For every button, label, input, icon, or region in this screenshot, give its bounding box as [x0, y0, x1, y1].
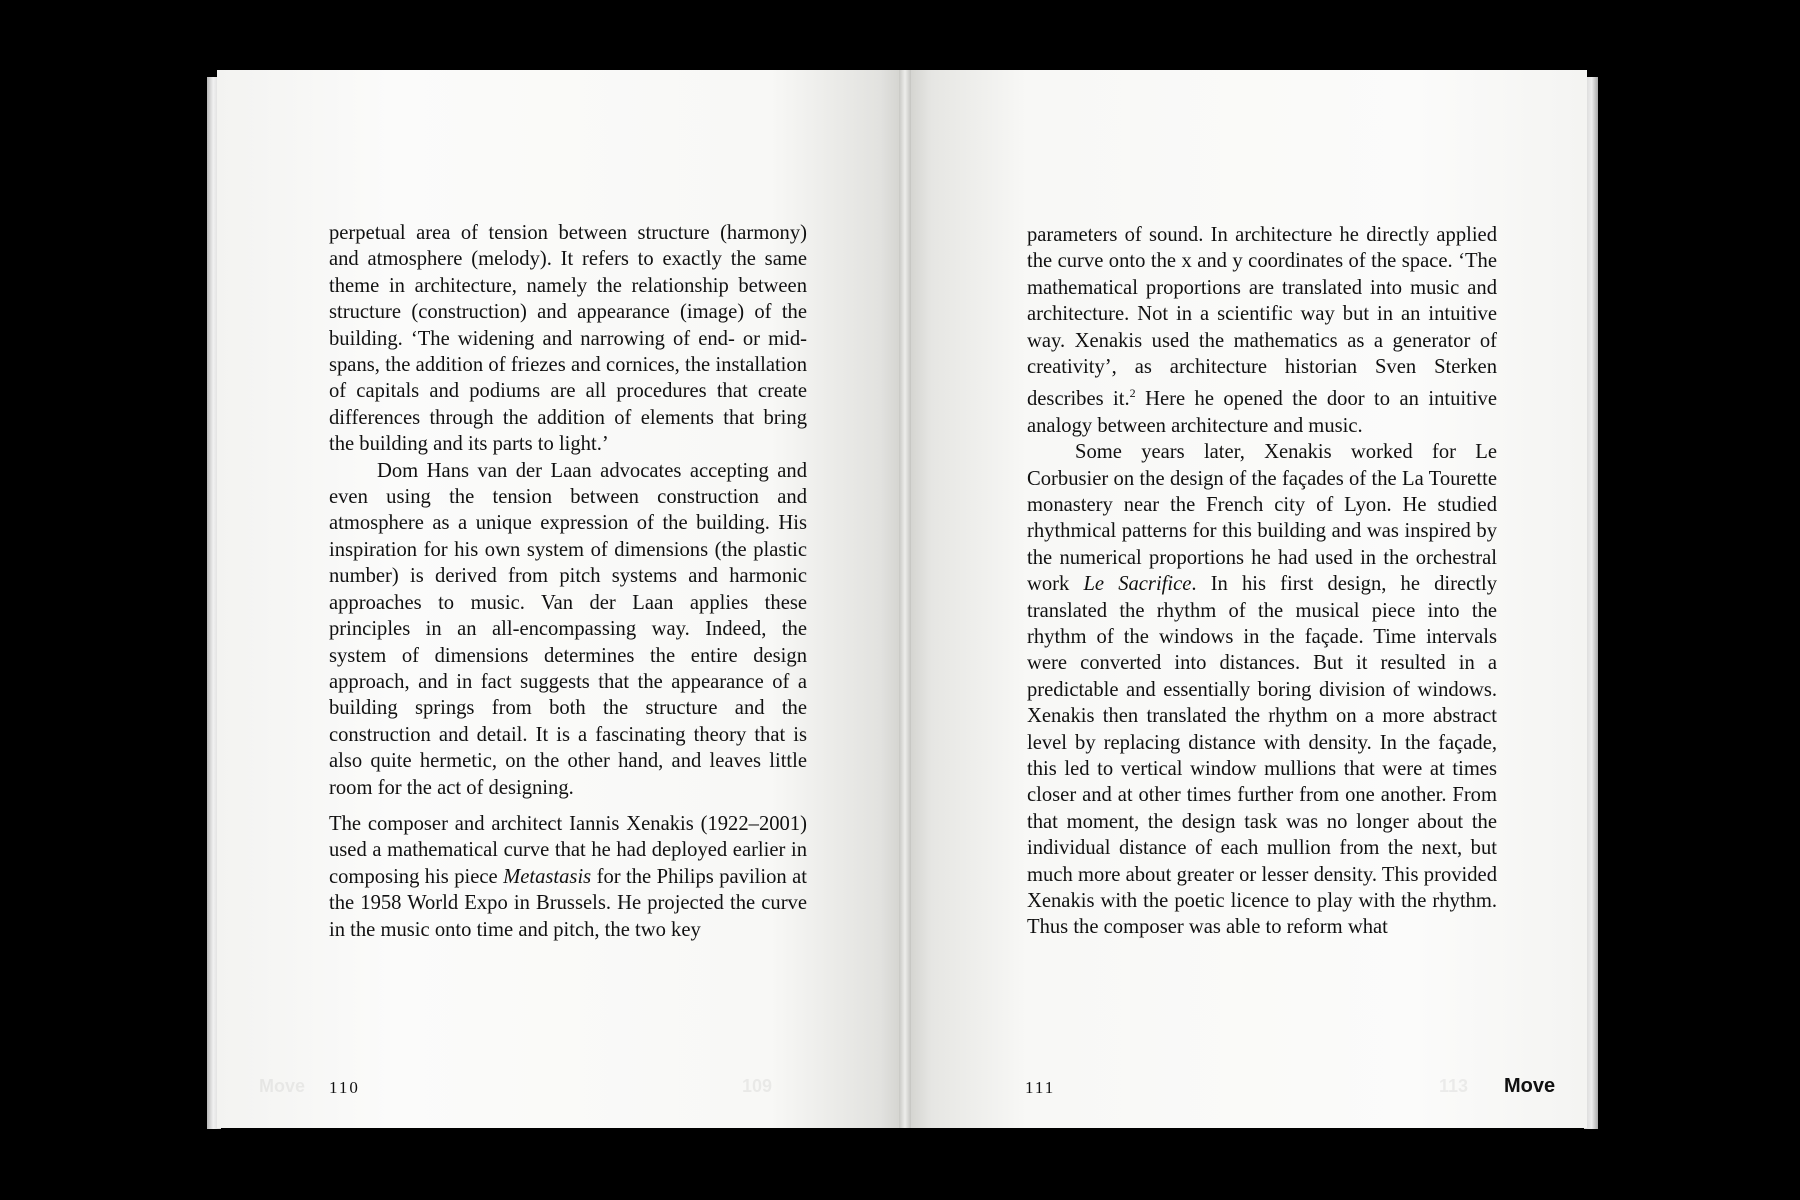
page-number: 111 [1025, 1078, 1056, 1097]
paragraph: The composer and architect Iannis Xenakis (1922–2001) used a mathematical curve that he had deployed earlier in composing his piece Metastasis for the Philips pavilion at the 1958 World Expo in Brussels. He projected the curve in the music onto time and pitch, the two key [329, 812, 807, 941]
page-number: 110 [329, 1078, 360, 1097]
show-through-folio: 109 [742, 1076, 773, 1096]
paragraph: Some years later, Xenakis worked for Le Corbusier on the design of the façades of the La Tourette monastery near the French city of Lyon. He studied rhythmical patterns for this building and was inspired by the numerical proportions he had used in the orchestral work Le Sacrifice. In his first design, he directly translated the rhythm of the musical piece into the rhythm of the windows in the façade. Time intervals were converted into distances. But it resulted in a predictable and essentially boring division of windows. Xenakis then translated the rhythm on a more abstract level by replacing distance with density. In the façade, this led to vertical window mullions that were at times closer and at other times further from one another. From that moment, the design task was no longer about the individual distance of each mullion from the next, but much more about greater or lesser density. This provided Xenakis with the poetic licence to play with the rhythm. Thus the composer was able to reform what [1027, 441, 1497, 939]
right-body-text [1027, 222, 1497, 941]
paragraph: Dom Hans van der Laan advocates accepting and even using the tension between construction and atmosphere as a unique expression of the building. His inspiration for his own system of dimensions (the plastic number) is derived from pitch systems and harmonic approaches to music. Van der Laan applies these principles in an all-encompassing way. Indeed, the system of dimensions determines the entire design approach, and in fact suggests that the appearance of a building springs from both the structure and the construction and detail. It is a fascinating theory that is also quite hermetic, on the other hand, and leaves little room for the act of designing. [329, 459, 807, 799]
right-page [904, 70, 1587, 1128]
left-page [217, 70, 908, 1128]
book-gutter [899, 70, 911, 1128]
paragraph: parameters of sound. In architecture he directly applied the curve onto the x and y coordinates of the space. ‘The mathematical proportions are translated into music and architecture. Not in a scientific way but in an intuitive way. Xenakis used the mathematics as a generator of creativity’, as architecture historian Sven Sterken describes it.$^2$ Here he opened the door to an intuitive analogy between architecture and music. [1027, 224, 1497, 437]
show-through-section: Move [259, 1076, 306, 1096]
section-title: Move [1504, 1075, 1556, 1097]
footnote-marker: 2 [1129, 386, 1136, 401]
paragraph: perpetual area of tension between structure (harmony) and atmosphere (melody). It refers to exactly the same theme in architecture, namely the relationship between structure (construction) and appearance (image) of the building. ‘The widening and narrowing of end- or mid-spans, the addition of friezes and cornices, the installation of capitals and podiums are all procedures that create differences through the addition of elements that bring the building and its parts to light.’ [329, 222, 807, 456]
left-body-text [329, 220, 807, 943]
show-through-folio: 113 [1439, 1076, 1469, 1096]
